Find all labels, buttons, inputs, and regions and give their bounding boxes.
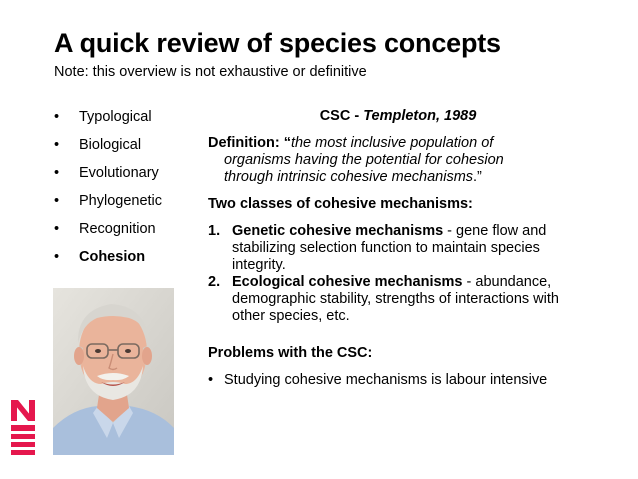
mechanism-item xyxy=(208,223,588,274)
definition-close: .” xyxy=(473,169,482,185)
list-item-active xyxy=(54,248,162,276)
mechanism-term: Genetic cohesive mechanisms xyxy=(232,223,444,239)
csc-panel xyxy=(208,108,588,389)
nie-logo-icon xyxy=(10,399,36,455)
problem-item xyxy=(208,372,588,389)
mechanism-description: - abundance, demographic stability, strengths of interactions with other species, etc. xyxy=(232,274,559,324)
problem-text: Studying cohesive mechanisms is labour intensive xyxy=(224,372,548,388)
bullet-marker: • xyxy=(208,372,214,388)
list-item-label: Recognition xyxy=(79,221,156,237)
csc-heading xyxy=(208,108,588,125)
mechanism-term: Ecological cohesive mechanisms xyxy=(232,274,463,290)
brand-logo xyxy=(10,399,36,460)
mechanism-number: 1. xyxy=(208,223,221,239)
list-item-label: Cohesion xyxy=(79,249,146,265)
bullet-marker: • xyxy=(54,165,60,181)
bullet-marker: • xyxy=(54,193,60,209)
list-item xyxy=(54,108,162,136)
bullet-marker: • xyxy=(54,137,60,153)
list-item xyxy=(54,136,162,164)
mechanism-number: 2. xyxy=(208,274,221,290)
list-item-label: Typological xyxy=(79,109,152,125)
csc-definition xyxy=(208,135,588,186)
slide-title: A quick review of species concepts xyxy=(54,28,501,58)
portrait-photo xyxy=(53,288,174,455)
definition-label: Definition: “ xyxy=(208,135,291,151)
definition-text-line2: organisms having the potential for cohesion xyxy=(224,152,504,168)
csc-heading-author: Templeton, 1989 xyxy=(363,108,477,124)
list-item-label: Evolutionary xyxy=(79,165,159,181)
mechanism-description: - gene flow and stabilizing selection function to maintain species integrity. xyxy=(232,223,547,273)
list-item xyxy=(54,192,162,220)
mechanism-item xyxy=(208,274,588,325)
bullet-marker: • xyxy=(54,109,60,125)
bullet-marker: • xyxy=(54,249,60,265)
definition-text-line3: through intrinsic cohesive mechanisms xyxy=(224,169,474,185)
list-item-label: Biological xyxy=(79,137,142,153)
bullet-marker: • xyxy=(54,221,60,237)
list-item xyxy=(54,164,162,192)
classes-heading: Two classes of cohesive mechanisms: xyxy=(208,196,473,212)
species-concept-list xyxy=(54,108,162,276)
slide-subtitle: Note: this overview is not exhaustive or definitive xyxy=(54,64,367,80)
portrait-illustration xyxy=(53,288,174,455)
problems-heading: Problems with the CSC: xyxy=(208,345,373,361)
list-item xyxy=(54,220,162,248)
definition-text-line1: the most inclusive population of xyxy=(290,135,494,151)
csc-heading-main: CSC - xyxy=(319,108,364,124)
list-item-label: Phylogenetic xyxy=(79,193,163,209)
